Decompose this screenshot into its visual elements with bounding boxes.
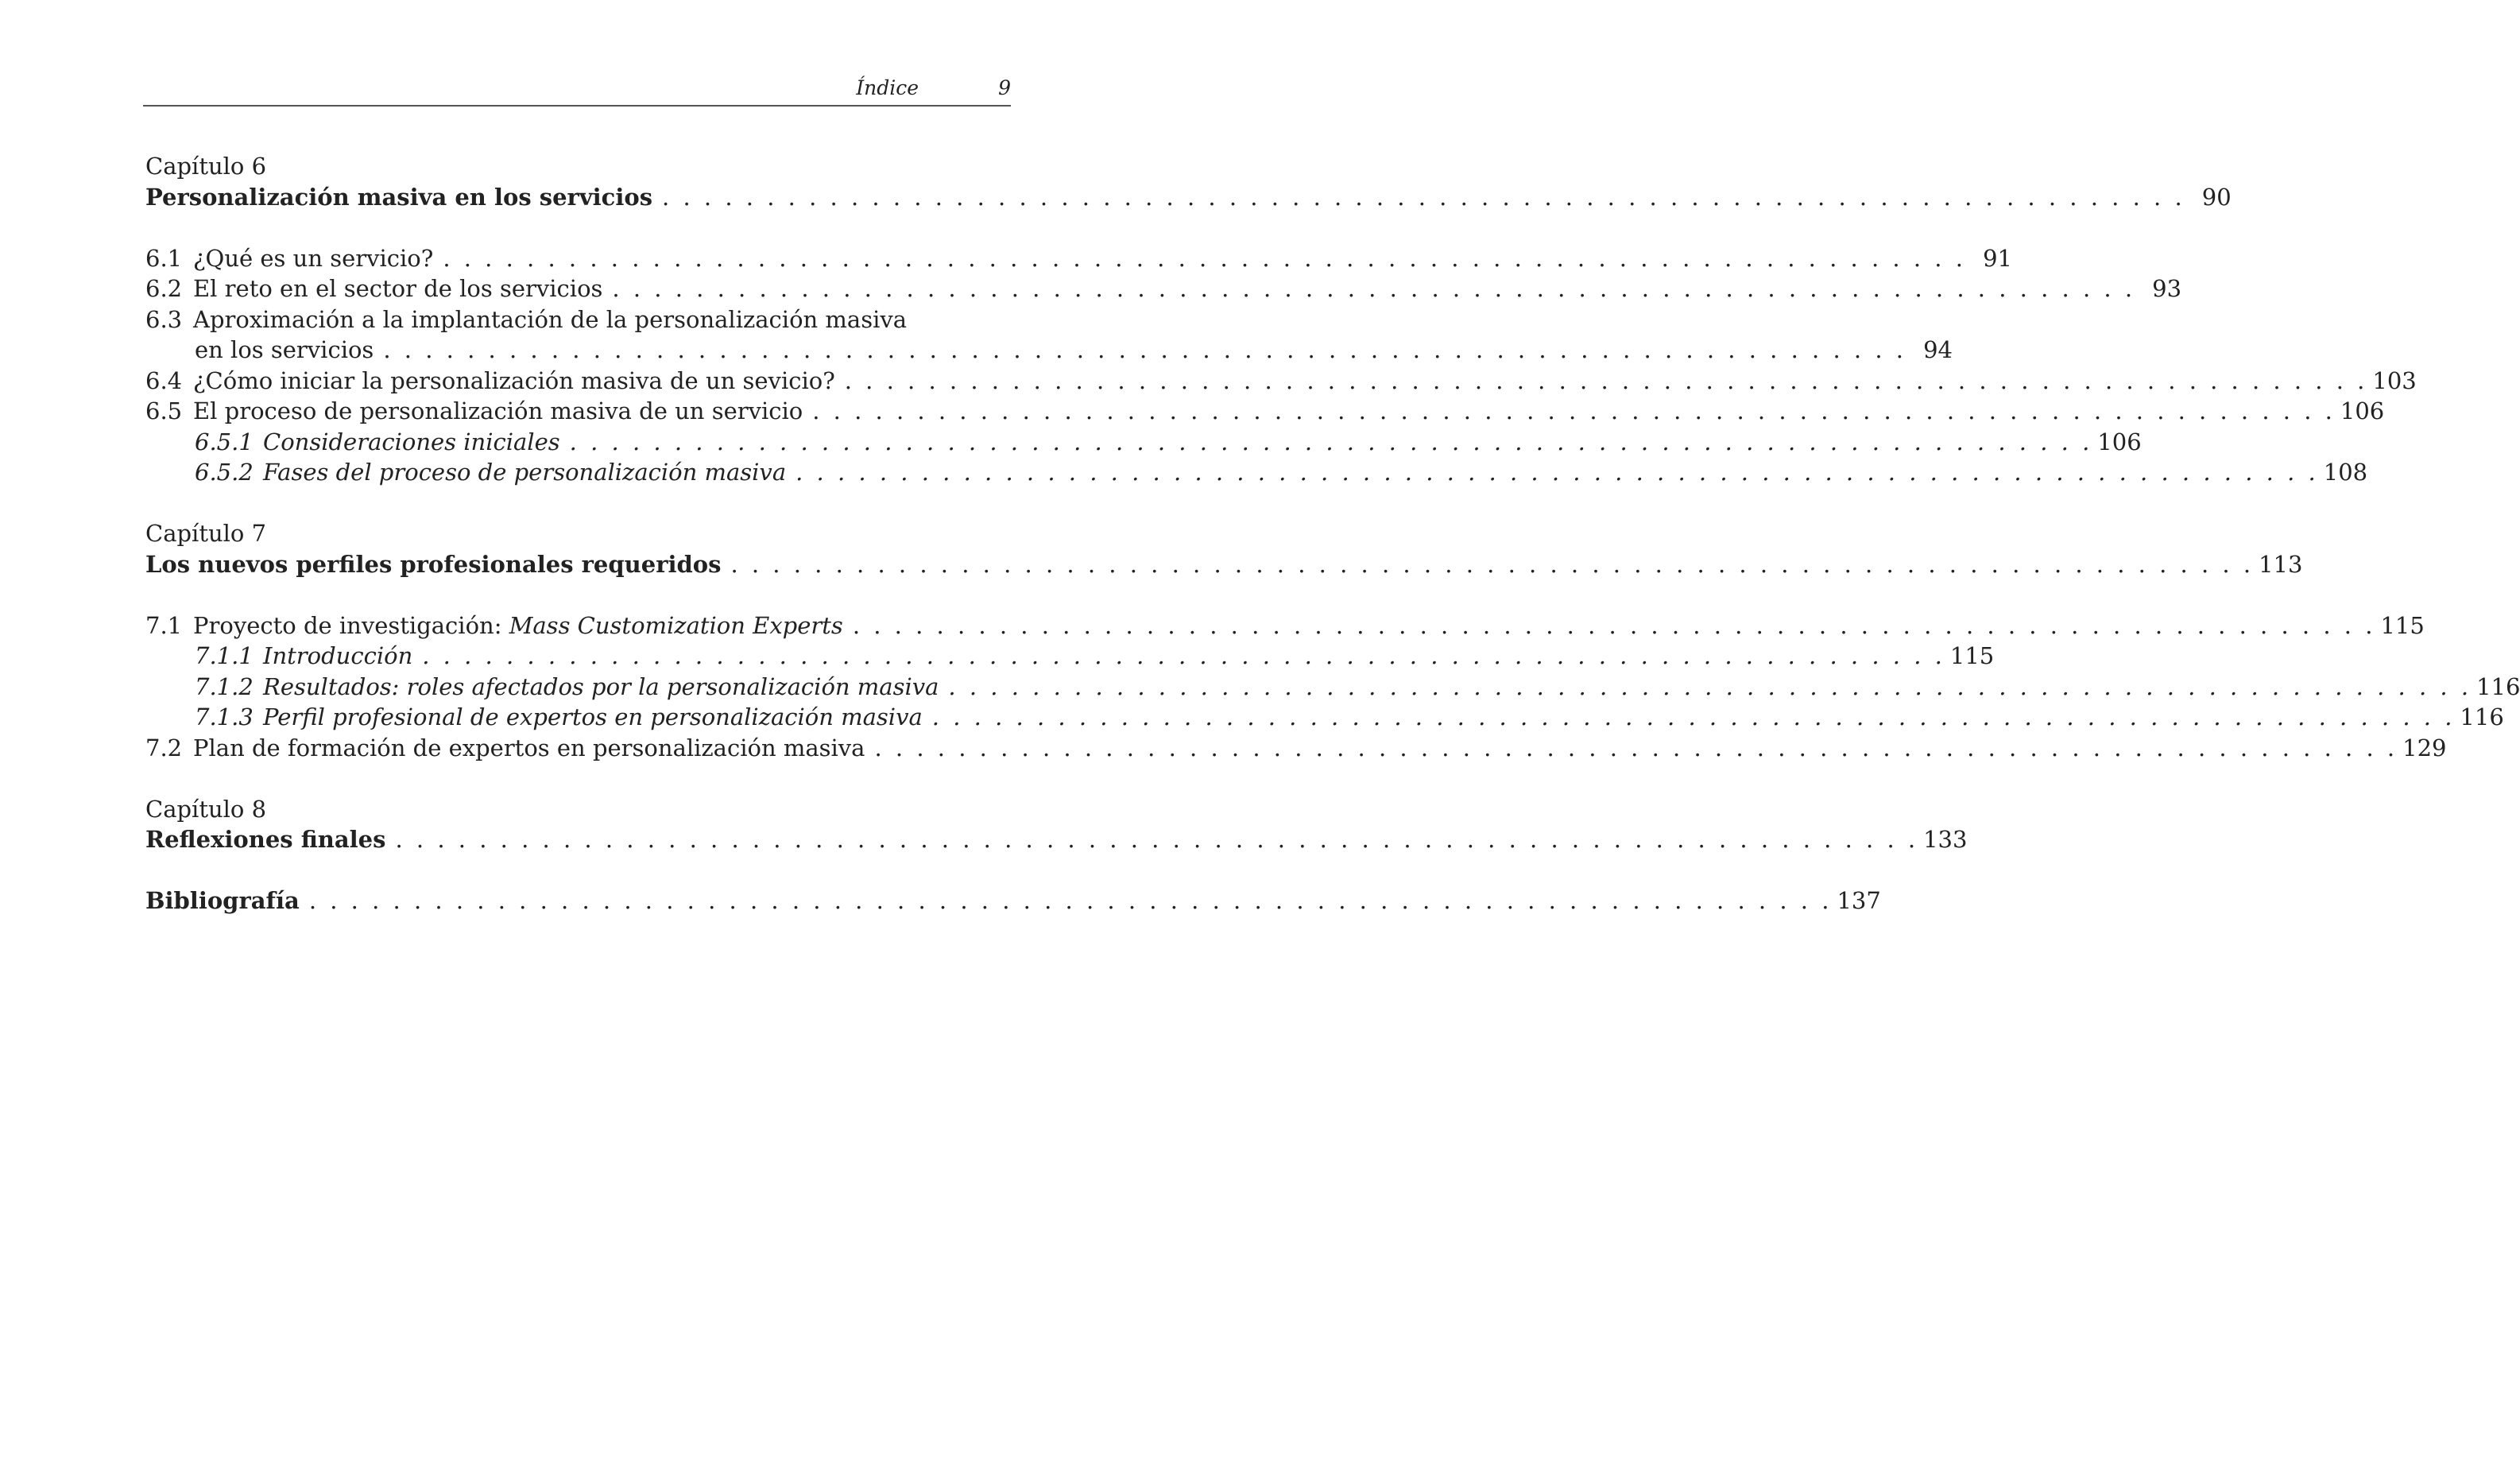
entry-page: 115: [2380, 611, 2425, 639]
chapter-label: Capítulo 6: [145, 153, 267, 180]
toc-entry-chapter-7[interactable]: [145, 549, 2303, 580]
subsection-number: 6.5.2: [195, 459, 254, 486]
table-of-contents: [145, 151, 2520, 916]
entry-page: 115: [1949, 642, 1995, 669]
subsection-number: 6.5.1: [195, 428, 254, 455]
toc-subentry[interactable]: [145, 702, 2504, 733]
dot-leader: . . . . . . . . . . . . . . . . . . . . . . . . . . . . . . . . . . . . . . . . . . . . . . . . . . . . . . . . . . . . . . . . . . . . . . . . .: [443, 244, 1966, 272]
dot-leader: . . . . . . . . . . . . . . . . . . . . . . . . . . . . . . . . . . . . . . . . . . . . . . . . . . . . . . . . . . . . . . . . . . . . . . . . .: [662, 183, 2185, 211]
section-title-italic: Mass Customization Experts: [509, 611, 843, 639]
toc-entry[interactable]: [145, 304, 1006, 335]
subsection-number: 7.1.1: [195, 642, 254, 669]
dot-leader: . . . . . . . . . . . . . . . . . . . . . . . . . . . . . . . . . . . . . . . . . . . . . . . . . . . . . . . . . . . . . . . . . . . . . . . . .: [612, 275, 2136, 302]
subsection-title: Introducción: [263, 642, 413, 669]
section-title-plain: Proyecto de investigación:: [193, 611, 509, 639]
entry-page: 116: [2460, 703, 2504, 730]
toc-subentry[interactable]: [145, 672, 2520, 703]
section-title: ¿Qué es un servicio?: [193, 244, 434, 272]
dot-leader: . . . . . . . . . . . . . . . . . . . . . . . . . . . . . . . . . . . . . . . . . . . . . . . . . . . . . . . . . . . . . . . . . . . . . . . . .: [844, 366, 2368, 394]
entry-page: 103: [2372, 366, 2417, 394]
section-number: 6.2: [145, 275, 183, 302]
entry-page: 137: [1837, 887, 1881, 914]
chapter-label: Capítulo 8: [145, 795, 267, 823]
dot-leader: . . . . . . . . . . . . . . . . . . . . . . . . . . . . . . . . . . . . . . . . . . . . . . . . . . . . . . . . . . . . . . . . . . . . . . . . .: [308, 887, 1833, 914]
toc-entry[interactable]: [145, 610, 2425, 641]
chapter-label: Capítulo 7: [145, 520, 267, 547]
entry-page: 113: [2259, 550, 2303, 578]
chapter-title: Personalización masiva en los servicios: [145, 183, 653, 211]
toc-entry-bibliography[interactable]: [145, 885, 1881, 916]
running-title: Índice: [856, 76, 919, 99]
entry-page: 93: [2152, 275, 2182, 302]
entry-page: 108: [2323, 459, 2368, 486]
dot-leader: . . . . . . . . . . . . . . . . . . . . . . . . . . . . . . . . . . . . . . . . . . . . . . . . . . . . . . . . . . . . . . . . . . . . . . . . .: [422, 642, 1945, 669]
subsection-number: 7.1.3: [195, 703, 254, 730]
spacer: [145, 763, 1006, 794]
entry-page: 129: [2402, 734, 2447, 761]
section-title: El reto en el sector de los servicios: [193, 275, 603, 302]
toc-entry[interactable]: [145, 366, 2417, 397]
dot-leader: . . . . . . . . . . . . . . . . . . . . . . . . . . . . . . . . . . . . . . . . . . . . . . . . . . . . . . . . . . . . . . . . . . . . . . . . .: [874, 734, 2398, 761]
subsection-number: 7.1.2: [195, 672, 254, 700]
toc-subentry[interactable]: [145, 457, 2368, 488]
entry-page: 106: [2340, 397, 2385, 424]
dot-leader: . . . . . . . . . . . . . . . . . . . . . . . . . . . . . . . . . . . . . . . . . . . . . . . . . . . . . . . . . . . . . . . . . . . . . . . . .: [931, 703, 2456, 730]
dot-leader: . . . . . . . . . . . . . . . . . . . . . . . . . . . . . . . . . . . . . . . . . . . . . . . . . . . . . . . . . . . . . . . . . . . . . . . . .: [812, 397, 2336, 424]
chapter-title: Los nuevos perfiles profesionales requeridos: [145, 550, 722, 578]
dot-leader: . . . . . . . . . . . . . . . . . . . . . . . . . . . . . . . . . . . . . . . . . . . . . . . . . . . . . . . . . . . . . . . . . . . . . . . . .: [395, 826, 1919, 853]
toc-entry-continuation[interactable]: [145, 335, 1953, 366]
section-title-continuation: en los servicios: [195, 336, 374, 363]
section-title: ¿Cómo iniciar la personalización masiva de un sevicio?: [193, 366, 835, 394]
toc-entry[interactable]: [145, 243, 2012, 274]
entry-page: 106: [2097, 428, 2142, 455]
dot-leader: . . . . . . . . . . . . . . . . . . . . . . . . . . . . . . . . . . . . . . . . . . . . . . . . . . . . . . . . . . . . . . . . . . . . . . . . .: [795, 459, 2319, 486]
toc-entry-chapter-6[interactable]: [145, 182, 2232, 213]
section-title: Plan de formación de expertos en personalización masiva: [193, 734, 865, 761]
entry-page: 133: [1923, 826, 1968, 853]
dot-leader: . . . . . . . . . . . . . . . . . . . . . . . . . . . . . . . . . . . . . . . . . . . . . . . . . . . . . . . . . . . . . . . . . . . . . . . . .: [948, 672, 2472, 700]
toc-entry[interactable]: [145, 733, 2447, 764]
section-number: 7.2: [145, 734, 183, 761]
section-number: 6.5: [145, 397, 183, 424]
section-title: Aproximación a la implantación de la personalización masiva: [193, 305, 908, 333]
toc-entry-chapter-8[interactable]: [145, 824, 1968, 855]
section-number: 6.1: [145, 244, 183, 272]
toc-entry[interactable]: [145, 396, 2385, 427]
toc-entry[interactable]: [145, 273, 2182, 304]
chapter-title: Reflexiones finales: [145, 826, 386, 853]
dot-leader: . . . . . . . . . . . . . . . . . . . . . . . . . . . . . . . . . . . . . . . . . . . . . . . . . . . . . . . . . . . . . . . . . . . . . . . . .: [730, 550, 2255, 578]
spacer: [145, 579, 1006, 610]
subsection-title: Consideraciones iniciales: [263, 428, 560, 455]
spacer: [145, 488, 1006, 519]
page-number: 9: [998, 76, 1011, 99]
running-header: [143, 76, 1011, 107]
section-number: 7.1: [145, 611, 183, 639]
spacer: [145, 855, 1006, 886]
entry-page: 94: [1923, 336, 1953, 363]
entry-page: 90: [2201, 183, 2232, 211]
dot-leader: . . . . . . . . . . . . . . . . . . . . . . . . . . . . . . . . . . . . . . . . . . . . . . . . . . . . . . . . . . . . . . . . . . . . . . . . .: [383, 336, 1906, 363]
toc-subentry[interactable]: [145, 641, 1995, 672]
bibliography-title: Bibliografía: [145, 887, 300, 914]
entry-page: 91: [1983, 244, 2012, 272]
spacer: [145, 212, 1006, 243]
dot-leader: . . . . . . . . . . . . . . . . . . . . . . . . . . . . . . . . . . . . . . . . . . . . . . . . . . . . . . . . . . . . . . . . . . . . . . . . .: [569, 428, 2093, 455]
entry-page: 116: [2476, 672, 2520, 700]
section-number: 6.4: [145, 366, 183, 394]
subsection-title: Resultados: roles afectados por la personalización masiva: [263, 672, 939, 700]
section-number: 6.3: [145, 305, 183, 333]
subsection-title: Fases del proceso de personalización masiva: [263, 459, 787, 486]
toc-subentry[interactable]: [145, 427, 2142, 458]
section-title: [193, 610, 843, 641]
section-title: El proceso de personalización masiva de un servicio: [193, 397, 803, 424]
subsection-title: Perfil profesional de expertos en personalización masiva: [263, 703, 923, 730]
dot-leader: . . . . . . . . . . . . . . . . . . . . . . . . . . . . . . . . . . . . . . . . . . . . . . . . . . . . . . . . . . . . . . . . . . . . . . . . .: [852, 611, 2376, 639]
